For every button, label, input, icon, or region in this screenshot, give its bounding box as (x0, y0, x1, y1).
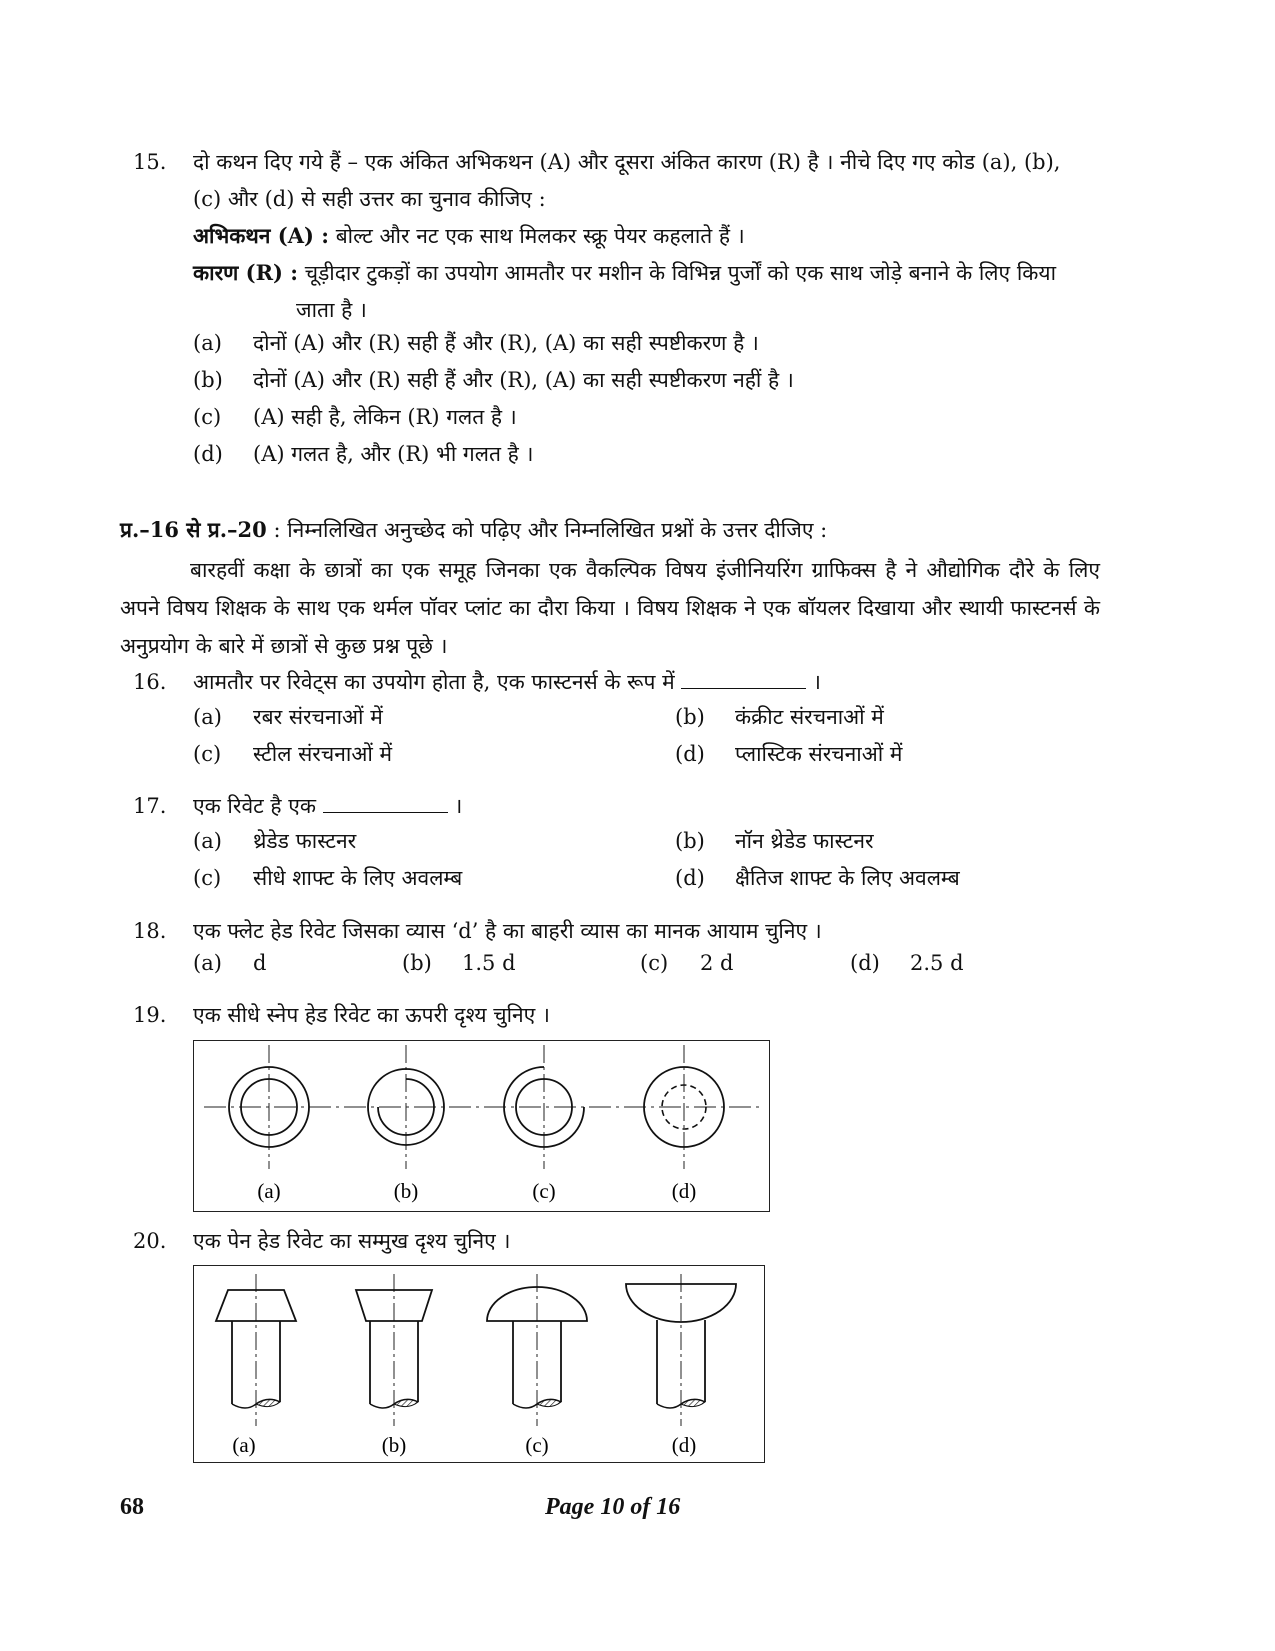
option-text: क्षैतिज शाफ्ट के लिए अवलम्ब (735, 866, 960, 890)
option-text: नॉन थ्रेडेड फास्टनर (735, 829, 874, 853)
figure-label: (a) (257, 1179, 281, 1203)
option-d (850, 951, 964, 975)
passage-heading-label: प्र.–16 से प्र.–20 (120, 517, 267, 542)
question-stem: एक फ्लेट हेड रिवेट जिसका व्यास ‘d’ है का बाहरी व्यास का मानक आयाम चुनिए । (193, 919, 822, 943)
figure-q19 (193, 1040, 770, 1212)
reason (133, 254, 1093, 329)
question-19 (133, 997, 1093, 1034)
paper-code: 68 (120, 1494, 144, 1520)
question-20 (133, 1223, 1093, 1260)
question-number: 19. (133, 1003, 167, 1027)
assertion (133, 217, 1093, 255)
question-15 (133, 144, 1093, 218)
reason-text: चूड़ीदार टुकड़ों का उपयोग आमतौर पर मशीन के विभिन्न पुर्जों को एक साथ जोड़े बनाने के लिए किया जाता है । (296, 261, 1057, 322)
question-16 (133, 664, 1093, 701)
option-text: (A) सही है, लेकिन (R) गलत है । (253, 405, 517, 429)
option-label: (d) (850, 951, 880, 975)
passage-text: बारहवीं कक्षा के छात्रों का एक समूह जिनका एक वैकल्पिक विषय इंजीनियरिंग ग्राफिक्स है ने औद्योगिक दौरे के लिए अपने विषय शिक्षक के साथ एक थर्मल पॉवर प्लांट का दौरा किया । विषय शिक्षक ने एक बॉयलर दिखाया और स्थायी फास्टनर्स के अनुप्रयोग के बारे में छात्रों से कुछ प्रश्न पूछे । (120, 558, 1100, 658)
break-hatch (537, 1399, 561, 1406)
figure-label: (d) (671, 1179, 697, 1203)
question-stem: दो कथन दिए गये हैं – एक अंकित अभिकथन (A) और दूसरा अंकित कारण (R) है । नीचे दिए गए कोड (a), (b), (c) और (d) से सही उत्तर का चुनाव कीजिए : (193, 150, 1061, 211)
option-text: 1.5 d (462, 951, 516, 975)
option-c (640, 951, 733, 975)
question-number: 20. (133, 1229, 167, 1253)
option-text: d (253, 951, 267, 975)
option-text: 2 d (700, 951, 734, 975)
option-c (193, 403, 517, 431)
option-label: (d) (675, 866, 705, 890)
passage-instruction: : निम्नलिखित अनुच्छेद को पढ़िए और निम्नलिखित प्रश्नों के उत्तर दीजिए : (273, 518, 828, 542)
option-label: (a) (193, 705, 222, 729)
option-text: दोनों (A) और (R) सही हैं और (R), (A) का सही स्पष्टीकरण नहीं है । (253, 368, 794, 392)
question-number: 15. (133, 150, 167, 174)
question-18 (133, 913, 1093, 950)
page-number: Page 10 of 16 (545, 1494, 681, 1520)
option-text: रबर संरचनाओं में (253, 705, 383, 729)
question-stem: एक पेन हेड रिवेट का सम्मुख दृश्य चुनिए । (193, 1229, 511, 1253)
option-label: (a) (193, 951, 222, 975)
option-label: (c) (640, 951, 669, 975)
figure-c (487, 1274, 587, 1426)
snap-head-top-views (194, 1041, 769, 1211)
question-stem: एक सीधे स्नेप हेड रिवेट का ऊपरी दृश्य चुनिए । (193, 1003, 550, 1027)
figure-b (356, 1274, 432, 1426)
figure-label: (b) (393, 1179, 419, 1203)
option-a (193, 951, 266, 975)
pan-head-front-views (194, 1266, 764, 1462)
option-label: (a) (193, 331, 222, 355)
option-label: (b) (675, 705, 705, 729)
assertion-text: बोल्ट और नट एक साथ मिलकर स्क्रू पेयर कहलाते हैं । (335, 224, 745, 248)
option-b (193, 366, 794, 394)
figure-a (216, 1274, 296, 1426)
question-number: 18. (133, 919, 167, 943)
option-label: (b) (675, 829, 705, 853)
option-label: (d) (193, 442, 223, 466)
break-hatch (256, 1399, 280, 1406)
break-hatch (394, 1399, 418, 1406)
answer-blank (323, 794, 448, 813)
option-label: (c) (193, 742, 222, 766)
answer-blank (681, 670, 806, 689)
reason-label: कारण (R) : (193, 260, 299, 285)
option-d (193, 440, 533, 468)
option-text: थ्रेडेड फास्टनर (253, 829, 357, 853)
option-label: (c) (193, 405, 222, 429)
figure-label: (c) (532, 1179, 556, 1203)
break-hatch (681, 1399, 705, 1406)
figure-c (504, 1045, 584, 1169)
option-label: (b) (402, 951, 432, 975)
option-a (193, 329, 759, 357)
figure-label: (b) (381, 1433, 407, 1457)
option-text: कंक्रीट संरचनाओं में (735, 705, 884, 729)
option-b (675, 827, 874, 855)
option-text: (A) गलत है, और (R) भी गलत है । (253, 442, 534, 466)
option-c (193, 740, 392, 768)
option-b (402, 951, 516, 975)
question-stem: एक रिवेट है एक (193, 794, 316, 818)
option-text: 2.5 d (910, 951, 964, 975)
question-number: 17. (133, 794, 167, 818)
stem-end: । (813, 670, 821, 694)
figure-q20 (193, 1265, 765, 1463)
option-c (193, 864, 462, 892)
option-a (193, 703, 383, 731)
option-text: स्टील संरचनाओं में (253, 742, 393, 766)
passage-heading (120, 512, 1100, 548)
stem-end: । (454, 794, 463, 818)
option-d (675, 864, 960, 892)
option-label: (b) (193, 368, 223, 392)
question-number: 16. (133, 670, 167, 694)
figure-a (229, 1045, 309, 1169)
option-d (675, 740, 902, 768)
figure-label: (c) (525, 1433, 549, 1457)
option-text: सीधे शाफ्ट के लिए अवलम्ब (253, 866, 463, 890)
question-stem: आमतौर पर रिवेट्स का उपयोग होता है, एक फास्टनर्स के रूप में (193, 670, 675, 694)
option-a (193, 827, 356, 855)
assertion-label: अभिकथन (A) : (193, 223, 329, 248)
option-label: (c) (193, 866, 222, 890)
option-label: (a) (193, 829, 222, 853)
question-17 (133, 788, 1093, 825)
option-label: (d) (675, 742, 705, 766)
figure-label: (d) (671, 1433, 697, 1457)
figure-label: (a) (232, 1433, 256, 1457)
option-b (675, 703, 884, 731)
option-text: दोनों (A) और (R) सही हैं और (R), (A) का सही स्पष्टीकरण है । (253, 331, 759, 355)
figure-d (626, 1274, 736, 1426)
option-text: प्लास्टिक संरचनाओं में (735, 742, 903, 766)
